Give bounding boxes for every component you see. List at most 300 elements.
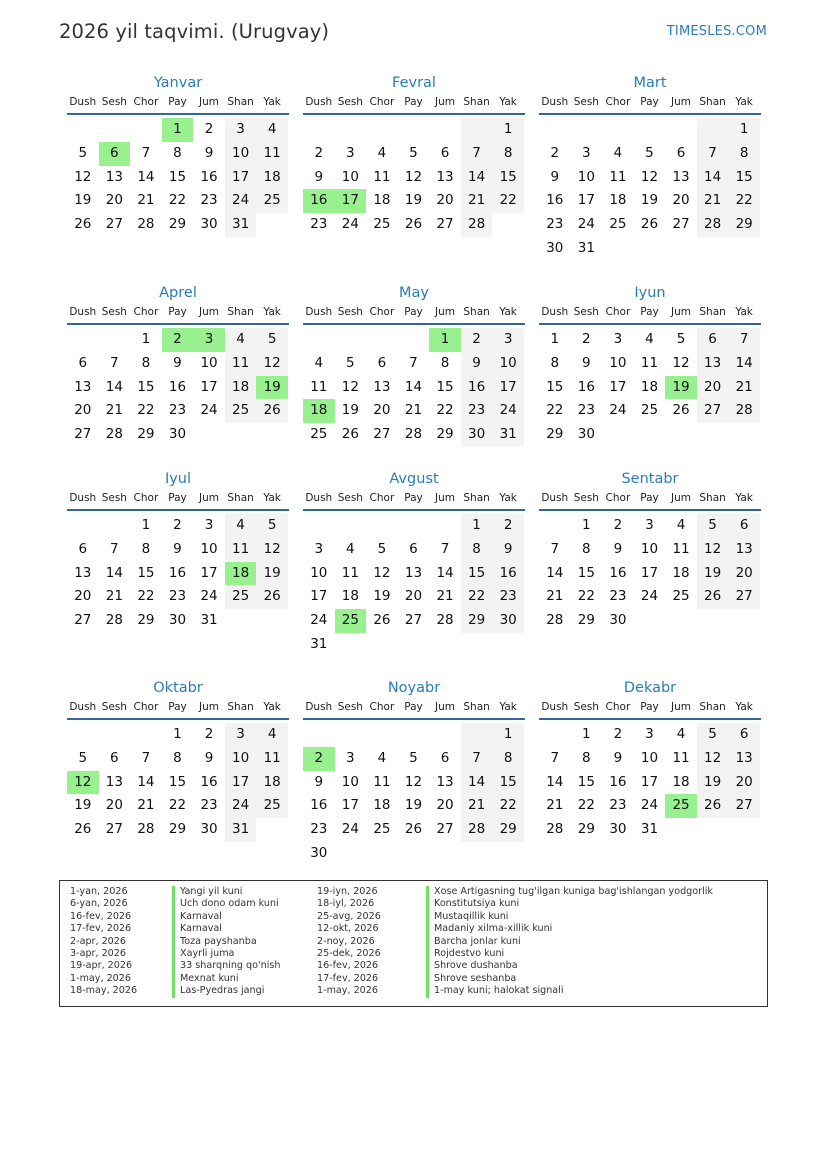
day-cell: 15 (577, 564, 595, 581)
weekday-label: Jum (199, 306, 220, 318)
legend-date: 2-apr, 2026 (70, 935, 126, 947)
empty-cell (335, 723, 367, 747)
day-cell: 22 (492, 794, 524, 818)
day-cell: 14 (404, 378, 423, 395)
empty-cell (303, 514, 335, 538)
month-name: Aprel (159, 285, 197, 301)
empty-cell (665, 818, 697, 842)
weekday-label: Pay (640, 96, 659, 108)
day-cell: 14 (546, 773, 564, 790)
empty-cell (335, 328, 367, 352)
day-cell: 25 (256, 189, 288, 213)
legend-holiday-name: Konstitutsiya kuni (426, 898, 713, 910)
day-cell: 20 (697, 376, 729, 400)
empty-cell (366, 514, 398, 538)
day-cell: 31 (310, 635, 328, 652)
day-cell: 24 (225, 189, 257, 213)
weekday-label: Dush (541, 306, 569, 318)
day-cell: 21 (461, 794, 493, 818)
day-cell: 13 (728, 747, 760, 771)
day-cell: 22 (137, 402, 155, 419)
day-cell: 19 (404, 192, 423, 209)
empty-cell (130, 118, 162, 142)
day-cell: 31 (492, 423, 524, 447)
weekday-label: Yak (263, 492, 281, 504)
day-cell: 11 (672, 749, 690, 766)
day-cell: 21 (546, 797, 564, 814)
empty-cell (335, 842, 367, 866)
day-cell: 24 (640, 588, 659, 605)
day-cell: 7 (141, 749, 151, 766)
day-cell: 13 (436, 773, 454, 790)
day-cell: 17 (640, 564, 659, 581)
day-cell: 11 (310, 378, 328, 395)
weekday-label: Pay (404, 701, 423, 713)
day-cell: 26 (74, 821, 92, 838)
legend-holiday-name: Mustaqillik kuni (426, 911, 713, 923)
day-cell: 14 (697, 166, 729, 190)
legend-date: 6-yan, 2026 (70, 898, 128, 910)
day-cell: 29 (461, 609, 493, 633)
empty-cell (193, 423, 225, 447)
day-cell: 27 (74, 426, 92, 443)
day-cell: 17 (310, 588, 328, 605)
day-cell: 1 (492, 723, 524, 747)
day-cell: 26 (697, 794, 729, 818)
day-cell: 8 (173, 749, 182, 766)
day-cell: 15 (461, 562, 493, 586)
day-cell: 20 (672, 192, 690, 209)
day-cell: 27 (728, 794, 760, 818)
day-cell: 9 (314, 168, 324, 185)
days-grid (303, 723, 525, 866)
empty-cell (335, 118, 367, 142)
day-cell: 28 (404, 426, 423, 443)
weekday-label: Chor (369, 701, 395, 713)
weekday-label: Yak (263, 701, 281, 713)
day-cell: 7 (141, 144, 151, 161)
legend-holiday-name: Madaniy xilma-xillik kuni (426, 923, 713, 935)
weekday-label: Yak (735, 701, 753, 713)
weekday-label: Chor (605, 96, 631, 108)
weekday-label: Jum (671, 96, 692, 108)
day-cell: 12 (672, 354, 690, 371)
day-cell: 16 (200, 773, 218, 790)
day-cell: 12 (404, 773, 423, 790)
empty-cell (303, 328, 335, 352)
day-cell: 29 (168, 216, 187, 233)
day-cell: 24 (341, 821, 359, 838)
day-cell: 24 (200, 402, 218, 419)
empty-cell (67, 328, 99, 352)
day-cell: 12 (640, 168, 659, 185)
day-cell: 9 (613, 540, 623, 557)
day-cell: 5 (409, 144, 418, 161)
legend-holiday-name: Toza payshanba (172, 936, 280, 948)
empty-cell (697, 818, 729, 842)
day-cell: 16 (546, 192, 564, 209)
day-cell: 27 (74, 612, 92, 629)
day-cell: 28 (546, 821, 564, 838)
empty-cell (225, 609, 257, 633)
day-cell: 8 (582, 749, 591, 766)
day-cell: 23 (577, 402, 595, 419)
day-cell: 3 (645, 517, 654, 533)
day-cell: 14 (546, 564, 564, 581)
weekday-label: Jum (435, 96, 456, 108)
legend-date: 16-fev, 2026 (70, 910, 132, 922)
day-cell: 23 (200, 797, 218, 814)
day-cell: 23 (310, 216, 328, 233)
day-cell: 15 (436, 378, 454, 395)
day-cell: 14 (436, 564, 454, 581)
month-aprel (67, 282, 289, 447)
month-name: Avgust (389, 471, 439, 487)
day-cell: 6 (728, 514, 760, 538)
day-cell: 19 (665, 376, 697, 400)
day-cell: 5 (697, 514, 729, 538)
weekday-label: Yak (735, 492, 753, 504)
day-cell: 15 (492, 771, 524, 795)
day-cell: 5 (645, 144, 654, 161)
empty-cell (429, 633, 461, 657)
empty-cell (303, 118, 335, 142)
day-cell: 22 (461, 585, 493, 609)
day-cell: 1 (141, 517, 151, 533)
weekday-label: Sesh (101, 701, 127, 713)
day-cell: 15 (577, 773, 595, 790)
day-cell: 22 (577, 797, 595, 814)
day-cell: 15 (728, 166, 760, 190)
legend-holiday-name: Uch dono odam kuni (172, 898, 280, 910)
day-cell: 25 (640, 402, 659, 419)
day-cell: 14 (728, 352, 760, 376)
legend-date: 3-apr, 2026 (70, 947, 126, 959)
day-cell: 26 (74, 216, 92, 233)
empty-cell (256, 213, 288, 237)
month-noyabr (303, 677, 525, 866)
weekday-label: Shan (227, 306, 254, 318)
day-cell: 18 (672, 564, 690, 581)
empty-cell (634, 237, 666, 261)
day-cell: 13 (74, 378, 92, 395)
day-cell: 19 (697, 771, 729, 795)
day-cell: 29 (137, 426, 155, 443)
empty-cell (461, 723, 493, 747)
weekday-label: Jum (671, 701, 692, 713)
day-cell: 24 (225, 794, 257, 818)
day-cell: 31 (577, 239, 595, 256)
empty-cell (697, 118, 729, 142)
day-cell: 9 (492, 538, 524, 562)
day-cell: 15 (546, 378, 564, 395)
day-cell: 26 (256, 585, 288, 609)
day-cell: 9 (173, 540, 182, 557)
weekday-label: Shan (699, 701, 726, 713)
day-cell: 6 (409, 540, 418, 557)
empty-cell (492, 213, 524, 237)
day-cell: 23 (461, 399, 493, 423)
day-cell: 16 (577, 378, 595, 395)
month-iyun (539, 282, 761, 447)
day-cell: 13 (105, 168, 123, 185)
day-cell: 31 (225, 213, 257, 237)
day-cell: 23 (200, 192, 218, 209)
day-cell: 14 (461, 771, 493, 795)
day-cell: 28 (137, 216, 155, 233)
weekday-label: Chor (369, 306, 395, 318)
day-cell: 3 (346, 144, 355, 161)
day-cell: 16 (461, 376, 493, 400)
weekday-header (303, 699, 525, 720)
day-cell: 3 (582, 144, 591, 161)
empty-cell (99, 118, 131, 142)
legend-holiday-name: 33 sharqning qo'nish (172, 960, 280, 972)
month-name: Dekabr (623, 680, 677, 696)
day-cell: 7 (110, 540, 119, 557)
day-cell: 7 (728, 328, 760, 352)
empty-cell (398, 842, 430, 866)
empty-cell (67, 118, 99, 142)
day-cell: 28 (137, 821, 155, 838)
day-cell: 30 (492, 609, 524, 633)
day-cell: 21 (461, 189, 493, 213)
day-cell: 21 (436, 588, 454, 605)
weekday-label: Shan (463, 306, 490, 318)
day-cell: 25 (373, 821, 391, 838)
day-cell: 29 (436, 426, 454, 443)
day-cell: 12 (74, 168, 92, 185)
weekday-label: Pay (640, 701, 659, 713)
day-cell: 7 (550, 749, 560, 766)
month-oktabr (67, 677, 289, 842)
day-cell: 21 (404, 402, 423, 419)
day-cell: 19 (74, 797, 92, 814)
day-cell: 3 (225, 118, 257, 142)
day-cell: 20 (74, 402, 92, 419)
weekday-label: Sesh (337, 701, 363, 713)
empty-cell (335, 514, 367, 538)
legend-holiday-name: Mexnat kuni (172, 973, 280, 985)
day-cell: 28 (697, 213, 729, 237)
day-cell: 2 (173, 517, 182, 533)
weekday-label: Shan (699, 306, 726, 318)
day-cell: 6 (728, 723, 760, 747)
day-cell: 17 (200, 378, 218, 395)
weekday-label: Chor (605, 701, 631, 713)
day-cell: 5 (346, 354, 355, 371)
empty-cell (429, 723, 461, 747)
day-cell: 30 (609, 821, 627, 838)
day-cell: 14 (105, 378, 123, 395)
day-cell: 7 (697, 142, 729, 166)
legend-holiday-name: 1-may kuni; halokat signali (426, 985, 713, 997)
weekday-label: Sesh (573, 96, 599, 108)
weekday-header (67, 304, 289, 325)
day-cell: 30 (168, 612, 187, 629)
weekday-label: Jum (199, 492, 220, 504)
day-cell: 9 (314, 773, 324, 790)
legend-holiday-name: Shrove seshanba (426, 973, 713, 985)
empty-cell (366, 118, 398, 142)
day-cell: 24 (577, 216, 595, 233)
day-cell: 8 (440, 354, 450, 371)
legend-date: 25-dek, 2026 (317, 947, 381, 959)
day-cell: 12 (697, 747, 729, 771)
empty-cell (634, 118, 666, 142)
day-cell: 8 (141, 540, 151, 557)
weekday-label: Yak (499, 306, 517, 318)
weekday-header (539, 699, 761, 720)
day-cell: 28 (436, 612, 454, 629)
day-cell: 15 (168, 773, 187, 790)
day-cell: 20 (728, 562, 760, 586)
day-cell: 24 (310, 612, 328, 629)
day-cell: 2 (582, 331, 591, 347)
day-cell: 6 (676, 144, 686, 161)
day-cell: 2 (613, 517, 623, 533)
day-cell: 29 (546, 426, 564, 443)
day-cell: 24 (640, 797, 659, 814)
day-cell: 30 (461, 423, 493, 447)
day-cell: 10 (577, 168, 595, 185)
day-cell: 20 (404, 588, 423, 605)
empty-cell (256, 423, 288, 447)
weekday-label: Jum (435, 306, 456, 318)
day-cell: 3 (314, 540, 324, 557)
day-cell: 16 (310, 797, 328, 814)
day-cell: 26 (404, 216, 423, 233)
empty-cell (728, 609, 760, 633)
weekday-label: Jum (435, 701, 456, 713)
day-cell: 15 (137, 564, 155, 581)
day-cell: 12 (341, 378, 359, 395)
day-cell: 20 (436, 192, 454, 209)
day-cell: 16 (200, 168, 218, 185)
day-cell: 30 (546, 239, 564, 256)
day-cell: 13 (105, 773, 123, 790)
weekday-label: Dush (305, 492, 333, 504)
day-cell: 17 (640, 773, 659, 790)
day-cell: 2 (314, 144, 324, 161)
day-cell: 10 (640, 749, 659, 766)
legend-date: 18-iyl, 2026 (317, 898, 375, 910)
day-cell: 29 (137, 612, 155, 629)
day-cell: 13 (74, 564, 92, 581)
day-cell: 6 (110, 749, 119, 766)
empty-cell (492, 842, 524, 866)
days-grid (539, 118, 761, 261)
empty-cell (461, 842, 493, 866)
weekday-label: Dush (69, 96, 97, 108)
day-cell: 18 (256, 166, 288, 190)
day-cell: 5 (78, 749, 88, 766)
day-cell: 18 (256, 771, 288, 795)
day-cell: 12 (256, 538, 288, 562)
day-cell: 9 (461, 352, 493, 376)
legend-holiday-name: Las-Pyedras jangi (172, 985, 280, 997)
legend-holiday-name: Barcha jonlar kuni (426, 936, 713, 948)
day-cell: 8 (492, 142, 524, 166)
day-cell: 8 (173, 144, 182, 161)
month-name: Mart (633, 75, 667, 91)
day-cell: 8 (461, 538, 493, 562)
weekday-label: Jum (671, 306, 692, 318)
empty-cell (728, 818, 760, 842)
day-cell: 30 (200, 216, 218, 233)
day-cell: 1 (492, 118, 524, 142)
day-cell: 11 (256, 747, 288, 771)
empty-cell (634, 423, 666, 447)
day-cell: 21 (697, 189, 729, 213)
empty-cell (728, 423, 760, 447)
empty-cell (398, 723, 430, 747)
weekday-header (303, 304, 525, 325)
weekday-label: Chor (369, 96, 395, 108)
day-cell: 21 (728, 376, 760, 400)
empty-cell (728, 237, 760, 261)
days-grid (67, 118, 289, 237)
day-cell: 2 (204, 726, 214, 742)
weekday-label: Sesh (337, 492, 363, 504)
weekday-label: Yak (735, 96, 753, 108)
legend-date: 18-may, 2026 (70, 985, 138, 997)
day-cell: 19 (373, 588, 391, 605)
empty-cell (366, 633, 398, 657)
day-cell: 27 (436, 216, 454, 233)
day-cell: 8 (550, 354, 560, 371)
day-cell: 25 (665, 794, 697, 818)
day-cell: 19 (256, 376, 288, 400)
legend-holiday-name: Karnaval (172, 911, 280, 923)
day-cell: 7 (409, 354, 418, 371)
weekday-label: Dush (541, 701, 569, 713)
day-cell: 5 (409, 749, 418, 766)
day-cell: 13 (404, 564, 423, 581)
month-may (303, 282, 525, 447)
day-cell: 28 (461, 818, 493, 842)
day-cell: 10 (200, 540, 218, 557)
day-cell: 17 (492, 376, 524, 400)
day-cell: 4 (225, 514, 257, 538)
day-cell: 22 (492, 189, 524, 213)
day-cell: 3 (204, 517, 214, 533)
day-cell: 25 (256, 794, 288, 818)
weekday-label: Shan (463, 96, 490, 108)
weekday-label: Sesh (337, 96, 363, 108)
month-name: Yanvar (153, 75, 203, 91)
day-cell: 20 (105, 192, 123, 209)
empty-cell (602, 118, 634, 142)
day-cell: 6 (377, 354, 387, 371)
empty-cell (303, 723, 335, 747)
day-cell: 24 (341, 216, 359, 233)
weekday-label: Sesh (573, 306, 599, 318)
weekday-label: Shan (227, 492, 254, 504)
brand-link[interactable]: TIMESLES.COM (666, 24, 767, 39)
legend-names-col-1 (172, 886, 280, 998)
empty-cell (366, 328, 398, 352)
day-cell: 1 (582, 517, 591, 533)
day-cell: 18 (225, 562, 257, 586)
empty-cell (225, 423, 257, 447)
month-name: May (399, 285, 429, 301)
day-cell: 22 (137, 588, 155, 605)
day-cell: 9 (173, 354, 182, 371)
day-cell: 1 (728, 118, 760, 142)
day-cell: 14 (461, 166, 493, 190)
day-cell: 11 (225, 538, 257, 562)
